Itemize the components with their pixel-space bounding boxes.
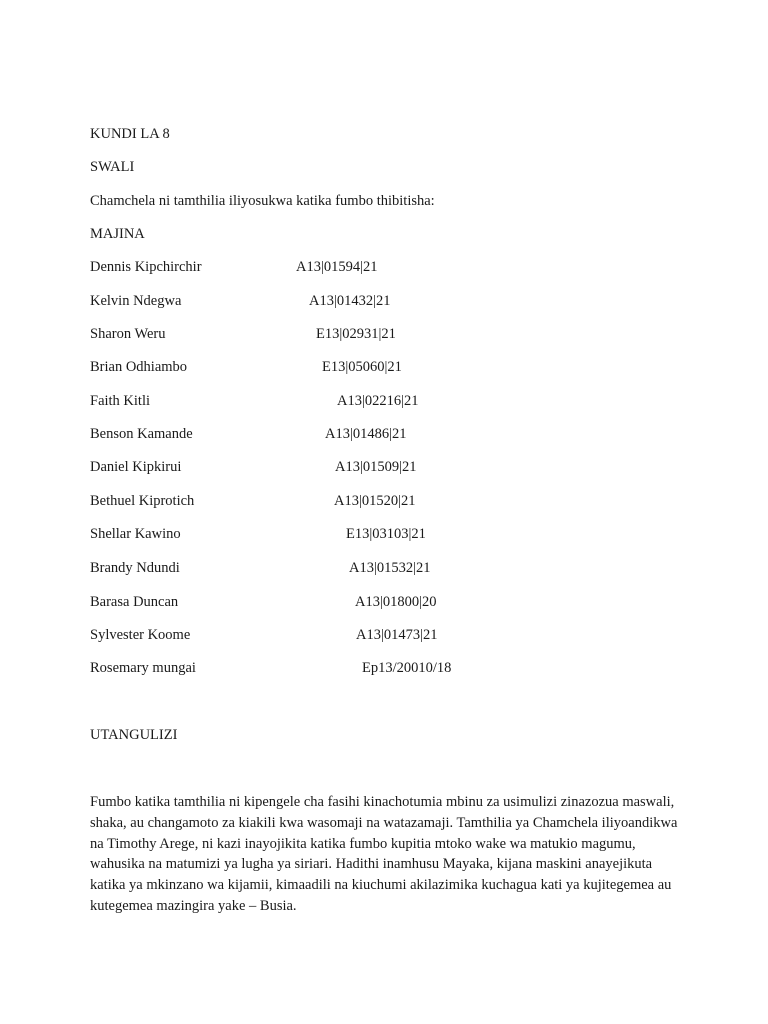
member-reg: A13|01594|21 <box>296 259 378 275</box>
member-reg: A13|01800|20 <box>355 594 437 610</box>
member-reg: A13|01520|21 <box>334 493 416 509</box>
member-reg: E13|03103|21 <box>346 526 426 542</box>
member-name: Sharon Weru <box>90 326 166 342</box>
member-name: Shellar Kawino <box>90 526 181 542</box>
member-name: Brian Odhiambo <box>90 359 188 375</box>
member-reg: E13|02931|21 <box>316 326 396 342</box>
member-name: Barasa Duncan <box>90 594 179 610</box>
intro-paragraph: Fumbo katika tamthilia ni kipengele cha fasihi kinachotumia mbinu za usimulizi zinazozua maswali, shaka, au changamoto za kiakili kwa wasomaji na watazamaji. Tamthilia ya Chamchela iliyoandikwa na Timothy Arege, ni kazi inayojikita katika fumbo kupitia mtoko wake wa matukio magumu, wahusika na matumizi ya lugha ya siriari. Hadithi inamhusu Mayaka, kijana maskini anayejikuta katika ya mkinzano wa kijamii, kimaadili na kiuchumi akilazimika kuchagua kati ya kujitegemea au kutegemea mazingira yake – Busia. <box>90 794 678 914</box>
member-name: Rosemary mungai <box>90 660 196 676</box>
member-name: Sylvester Koome <box>90 627 191 643</box>
member-reg: Ep13/20010/18 <box>362 660 452 676</box>
member-reg: A13|01473|21 <box>356 627 438 643</box>
member-reg: A13|02216|21 <box>337 393 419 409</box>
group-heading: KUNDI LA 8 <box>90 126 170 142</box>
member-reg: A13|01509|21 <box>335 459 417 475</box>
member-name: Benson Kamande <box>90 426 193 442</box>
member-name: Brandy Ndundi <box>90 560 180 576</box>
member-name: Kelvin Ndegwa <box>90 293 182 309</box>
member-name: Faith Kitli <box>90 393 151 409</box>
member-reg: A13|01532|21 <box>349 560 431 576</box>
intro-heading: UTANGULIZI <box>90 727 178 743</box>
member-reg: A13|01432|21 <box>309 293 391 309</box>
question-label: SWALI <box>90 159 135 175</box>
question-text: Chamchela ni tamthilia iliyosukwa katika fumbo thibitisha: <box>90 193 435 209</box>
member-reg: A13|01486|21 <box>325 426 407 442</box>
member-reg: E13|05060|21 <box>322 359 402 375</box>
member-name: Bethuel Kiprotich <box>90 493 195 509</box>
names-label: MAJINA <box>90 226 145 242</box>
member-name: Dennis Kipchirchir <box>90 259 202 275</box>
member-name: Daniel Kipkirui <box>90 459 182 475</box>
